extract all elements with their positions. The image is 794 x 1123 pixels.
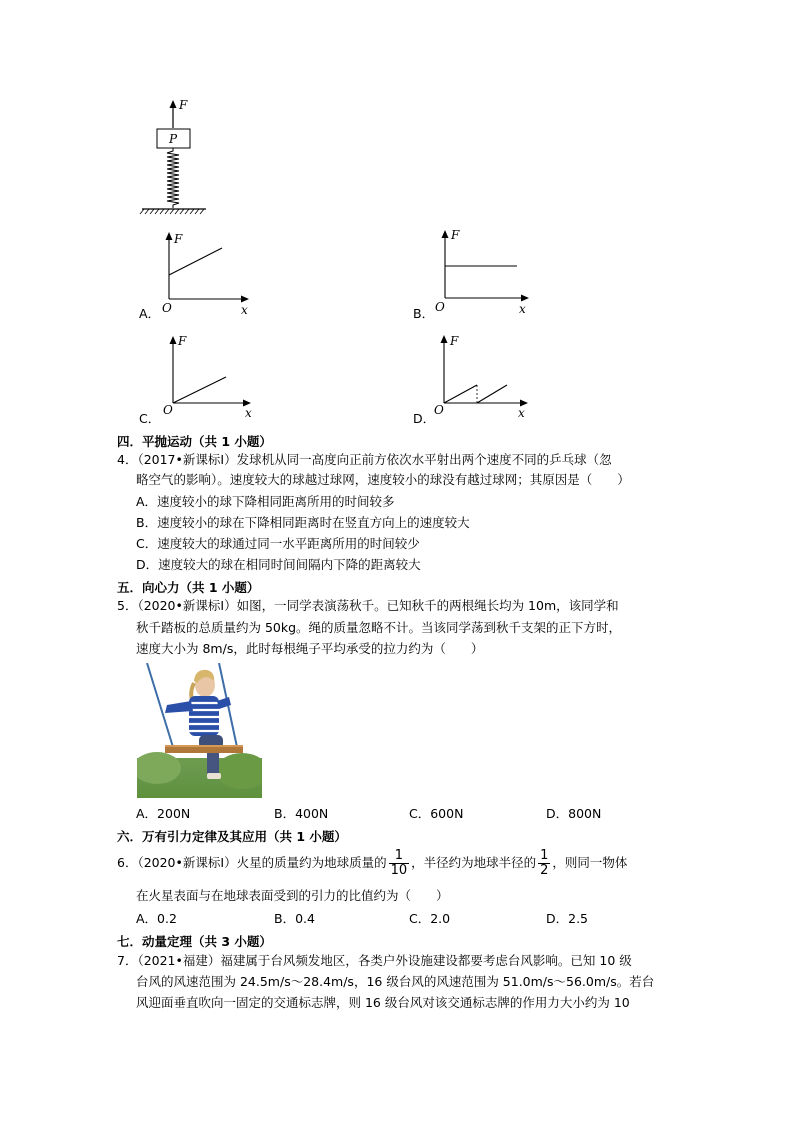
question-6-line-1	[117, 848, 627, 878]
question-4-option-c[interactable]: C．速度较大的球通过同一水平距离所用的时间较少	[136, 536, 420, 551]
question-6-prefix: 6．（2020•新课标Ⅰ）火星的质量约为地球质量的	[117, 855, 387, 870]
svg-text:F: F	[451, 228, 460, 242]
graph-a[interactable]	[155, 228, 255, 318]
option-b-letter[interactable]: B．	[413, 306, 435, 321]
svg-text:O: O	[434, 403, 444, 417]
spring-block-figure	[138, 96, 218, 218]
question-6-suffix: ，则同一物体	[552, 855, 628, 870]
svg-text:O: O	[162, 301, 172, 315]
graph-c[interactable]	[159, 332, 259, 422]
svg-text:F: F	[450, 334, 459, 348]
spring-coil	[167, 148, 179, 208]
section-6-heading: 六．万有引力定律及其应用（共 1 小题）	[117, 829, 347, 844]
graph-d-seg1	[444, 385, 477, 403]
section-4-heading: 四．平抛运动（共 1 小题）	[117, 434, 272, 449]
question-6-option-c[interactable]: C．2.0	[409, 911, 451, 926]
graph-d[interactable]	[430, 330, 535, 422]
question-5-option-b[interactable]: B．400N	[274, 806, 329, 821]
block-label: P	[169, 132, 178, 146]
force-arrow-head	[170, 100, 177, 108]
svg-text:x: x	[518, 406, 525, 420]
question-6-mid: ，半径约为地球半径的	[411, 855, 537, 870]
svg-text:O: O	[435, 300, 445, 314]
swing-photo	[137, 663, 262, 798]
force-label: F	[179, 98, 188, 112]
question-6-option-b[interactable]: B．0.4	[274, 911, 315, 926]
svg-text:x: x	[241, 303, 248, 317]
question-4-option-b[interactable]: B．速度较小的球在下降相同距离时在竖直方向上的速度较大	[136, 515, 470, 530]
svg-text:F: F	[178, 334, 187, 348]
question-4-option-a[interactable]: A．速度较小的球下降相同距离所用的时间较多	[136, 494, 395, 509]
question-5-option-d[interactable]: D．800N	[546, 806, 602, 821]
svg-text:x: x	[519, 302, 526, 316]
question-5-line-2: 秋千踏板的总质量约为 50kg。绳的质量忽略不计。当该同学荡到秋千支架的正下方时，	[136, 620, 622, 635]
question-6-option-a[interactable]: A．0.2	[136, 911, 177, 926]
svg-text:O: O	[163, 403, 173, 417]
question-6-option-d[interactable]: D．2.5	[546, 911, 589, 926]
question-5-option-a[interactable]: A．200N	[136, 806, 191, 821]
fraction-one-tenth: $\frac{1}{10}$	[390, 848, 408, 878]
question-7-line-2: 台风的风速范围为 24.5m/s～28.4m/s，16 级台风的风速范围为 51.0m/s～56.0m/s。若台	[136, 974, 655, 989]
fraction-one-half: $\frac{1}{2}$	[540, 848, 549, 878]
graph-d-seg2	[477, 385, 507, 403]
section-7-heading: 七．动量定理（共 3 小题）	[117, 934, 272, 949]
ground-hatch	[140, 209, 204, 214]
question-5-line-1: 5．（2020•新课标Ⅰ）如图，一同学表演荡秋千。已知秋千的两根绳长均为 10m，该同学和	[117, 598, 619, 613]
graph-c-line	[173, 377, 226, 403]
option-d-letter[interactable]: D．	[413, 411, 436, 426]
option-c-letter[interactable]: C．	[139, 411, 161, 426]
option-a-letter[interactable]: A．	[139, 306, 161, 321]
question-6-line-2: 在火星表面与在地球表面受到的引力的比值约为（ ）	[136, 888, 449, 903]
question-4-option-d[interactable]: D．速度较大的球在相同时间间隔内下降的距离较大	[136, 557, 421, 572]
section-5-heading: 五．向心力（共 1 小题）	[117, 580, 260, 595]
graph-a-line	[169, 248, 222, 275]
graph-b[interactable]	[431, 225, 536, 317]
question-7-line-1: 7．（2021•福建）福建属于台风频发地区，各类户外设施建设都要考虑台风影响。已知 10 级	[117, 953, 632, 968]
question-7-line-3: 风迎面垂直吹向一固定的交通标志牌，则 16 级台风对该交通标志牌的作用力大小约为 10	[136, 995, 630, 1010]
question-5-line-3: 速度大小为 8m/s，此时每根绳子平均承受的拉力约为（ ）	[136, 641, 484, 656]
question-4-line-2: 略空气的影响）。速度较大的球越过球网，速度较小的球没有越过球网；其原因是（ ）	[136, 472, 630, 487]
question-5-option-c[interactable]: C．600N	[409, 806, 464, 821]
svg-text:F: F	[174, 232, 183, 246]
svg-text:x: x	[245, 406, 252, 420]
question-4-line-1: 4．（2017•新课标Ⅰ）发球机从同一高度向正前方依次水平射出两个速度不同的乒乓球（忽	[117, 452, 612, 467]
